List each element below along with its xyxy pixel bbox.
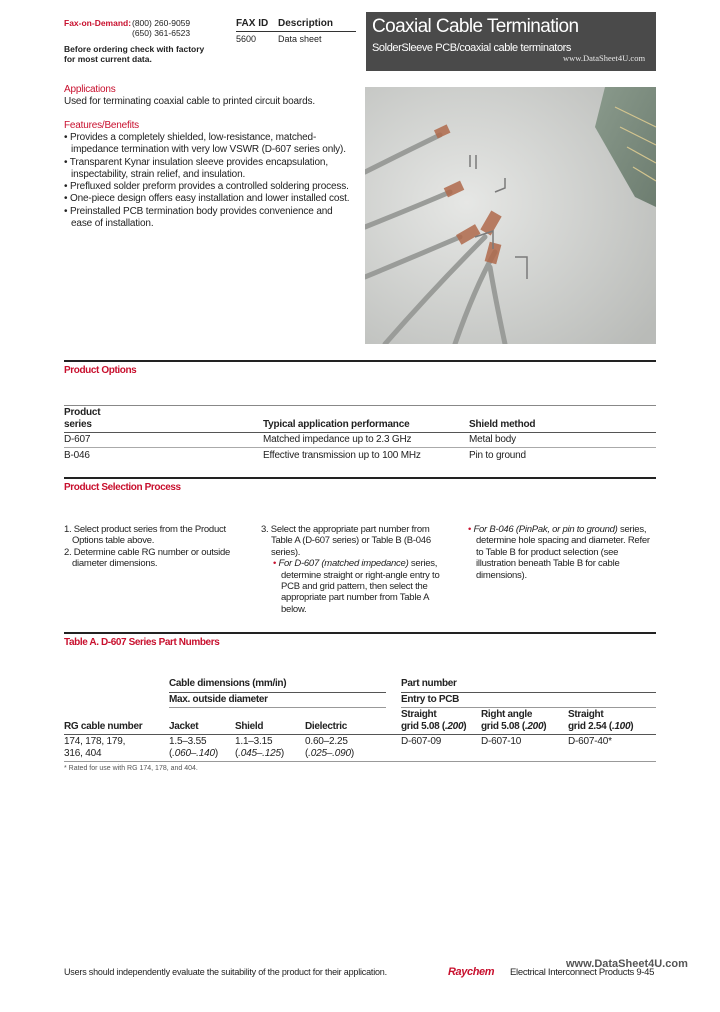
selection-step-2: 2. Determine cable RG number or outside diameter dimensions. [64, 546, 231, 570]
cell-dielectric: 0.60–2.25 (.025–.090) [305, 736, 354, 759]
table-rule [64, 405, 656, 406]
table-rule [64, 432, 656, 433]
cell-pn-2: D-607-10 [481, 736, 522, 747]
col-rg: RG cable number [64, 721, 143, 732]
po-cell: B-046 [64, 450, 90, 461]
fax-on-demand [64, 18, 191, 38]
product-photo-illustration [365, 87, 656, 344]
table-rule [64, 447, 656, 448]
watermark-top: www.DataSheet4U.com [563, 53, 646, 63]
cell-pn-1: D-607-09 [401, 736, 442, 747]
table-rule [169, 707, 386, 708]
table-a-heading: Table A. D-607 Series Part Numbers [64, 637, 220, 648]
table-rule [401, 692, 656, 693]
selection-column-3 [468, 524, 656, 581]
col-right-angle-508: Right angle grid 5.08 (.200) [481, 709, 547, 732]
footer-section: Electrical Interconnect Products 9-45 [510, 967, 655, 978]
description-heading: Description [278, 18, 334, 29]
cable-dims-heading: Cable dimensions (mm/in) [169, 678, 287, 689]
features-heading: Features/Benefits [64, 120, 139, 131]
features-list [64, 132, 354, 230]
table-rule [401, 707, 656, 708]
fax-number-1: (800) 260-9059 [132, 18, 191, 28]
fax-note: Before ordering check with factory for most current data. [64, 44, 205, 64]
b046-rest: series, determine hole spacing and diameter. Refer to Table B for product selection (see illustration beneath Table B for cable dimensions). [476, 524, 650, 581]
faxid-rule [236, 31, 356, 32]
d607-italic: For D-607 (matched impedance) [278, 558, 409, 570]
cell-rg: 174, 178, 179, 316, 404 [64, 736, 126, 759]
footer-note: Users should independently evaluate the suitability of the product for their application. [64, 967, 387, 977]
watermark-bottom: www.DataSheet4U.com [566, 958, 688, 970]
page-title: Coaxial Cable Termination [372, 16, 579, 37]
col-straight-508: Straight grid 5.08 (.200) [401, 709, 467, 732]
selection-step-1: 1. Select product series from the Product Options table above. [64, 524, 226, 547]
fax-number-2: (650) 361-6523 [132, 28, 191, 38]
table-footnote: * Rated for use with RG 174, 178, and 404. [64, 765, 198, 772]
section-rule [64, 632, 656, 634]
b046-italic: For B-046 (PinPak, or pin to ground) [473, 524, 618, 535]
table-rule [64, 761, 656, 762]
feature-item: • Provides a completely shielded, low-resistance, matched-impedance termination with very low VSWR (D-607 series only). [64, 132, 346, 156]
po-cell: Metal body [469, 434, 516, 445]
table-rule [169, 692, 386, 693]
selection-step-3: 3. Select the appropriate part number from Table A (D-607 series) or Table B (B-046 series). [261, 524, 431, 558]
product-photo [365, 87, 656, 344]
po-cell: D-607 [64, 434, 91, 445]
cell-pn-3: D-607-40* [568, 736, 612, 747]
col-performance: Typical application performance [263, 419, 410, 430]
max-od-heading: Max. outside diameter [169, 694, 268, 705]
selection-d607-note: • For D-607 (matched impedance) series, determine straight or right-angle entry to PCB and grid pattern, then select the appropriate part number from Table A below. [273, 558, 440, 615]
po-cell: Matched impedance up to 2.3 GHz [263, 434, 412, 445]
feature-item: • Prefluxed solder preform provides a controlled soldering process. [64, 181, 349, 193]
po-cell: Effective transmission up to 100 MHz [263, 450, 421, 461]
faxid-value: 5600 [236, 34, 257, 44]
feature-item: • Preinstalled PCB termination body provides convenience and ease of installation. [64, 205, 333, 230]
feature-item: • Transparent Kynar insulation sleeve provides encapsulation, inspectability, strain relief, and insulation. [64, 156, 328, 180]
selection-column-2 [261, 524, 451, 615]
faxid-heading: FAX ID [236, 18, 269, 29]
col-product-series: Product series [64, 407, 101, 430]
page-subtitle: SolderSleeve PCB/coaxial cable terminators [372, 42, 572, 54]
section-rule [64, 360, 656, 362]
col-straight-254: Straight grid 2.54 (.100) [568, 709, 634, 732]
fax-label: Fax-on-Demand: [64, 18, 132, 28]
col-dielectric: Dielectric [305, 721, 348, 732]
product-options-heading: Product Options [64, 365, 137, 376]
table-rule [64, 734, 656, 735]
selection-b046-note: • For B-046 (PinPak, or pin to ground) series, determine hole spacing and diameter. Refer to Table B for product selection (see illustration beneath Table B for cable dimensions). [468, 524, 650, 581]
section-rule [64, 477, 656, 479]
applications-heading: Applications [64, 84, 116, 95]
col-shield-method: Shield method [469, 419, 536, 430]
cell-jacket: 1.5–3.55 (.060–.140) [169, 736, 218, 759]
part-number-heading: Part number [401, 678, 457, 689]
feature-item: • One-piece design offers easy installation and lower installed cost. [64, 193, 350, 205]
entry-pcb-heading: Entry to PCB [401, 694, 460, 705]
description-value: Data sheet [278, 34, 322, 44]
selection-process-heading: Product Selection Process [64, 482, 181, 493]
col-jacket: Jacket [169, 721, 199, 732]
col-shield: Shield [235, 721, 264, 732]
d607-rest: series, determine straight or right-angle entry to PCB and grid pattern, then select the appropriate part number from Table A below. [281, 558, 440, 615]
po-cell: Pin to ground [469, 450, 526, 461]
selection-column-1 [64, 524, 244, 570]
applications-text: Used for terminating coaxial cable to printed circuit boards. [64, 96, 315, 107]
brand-logo: Raychem [448, 966, 495, 978]
cell-shield: 1.1–3.15 (.045–.125) [235, 736, 284, 759]
